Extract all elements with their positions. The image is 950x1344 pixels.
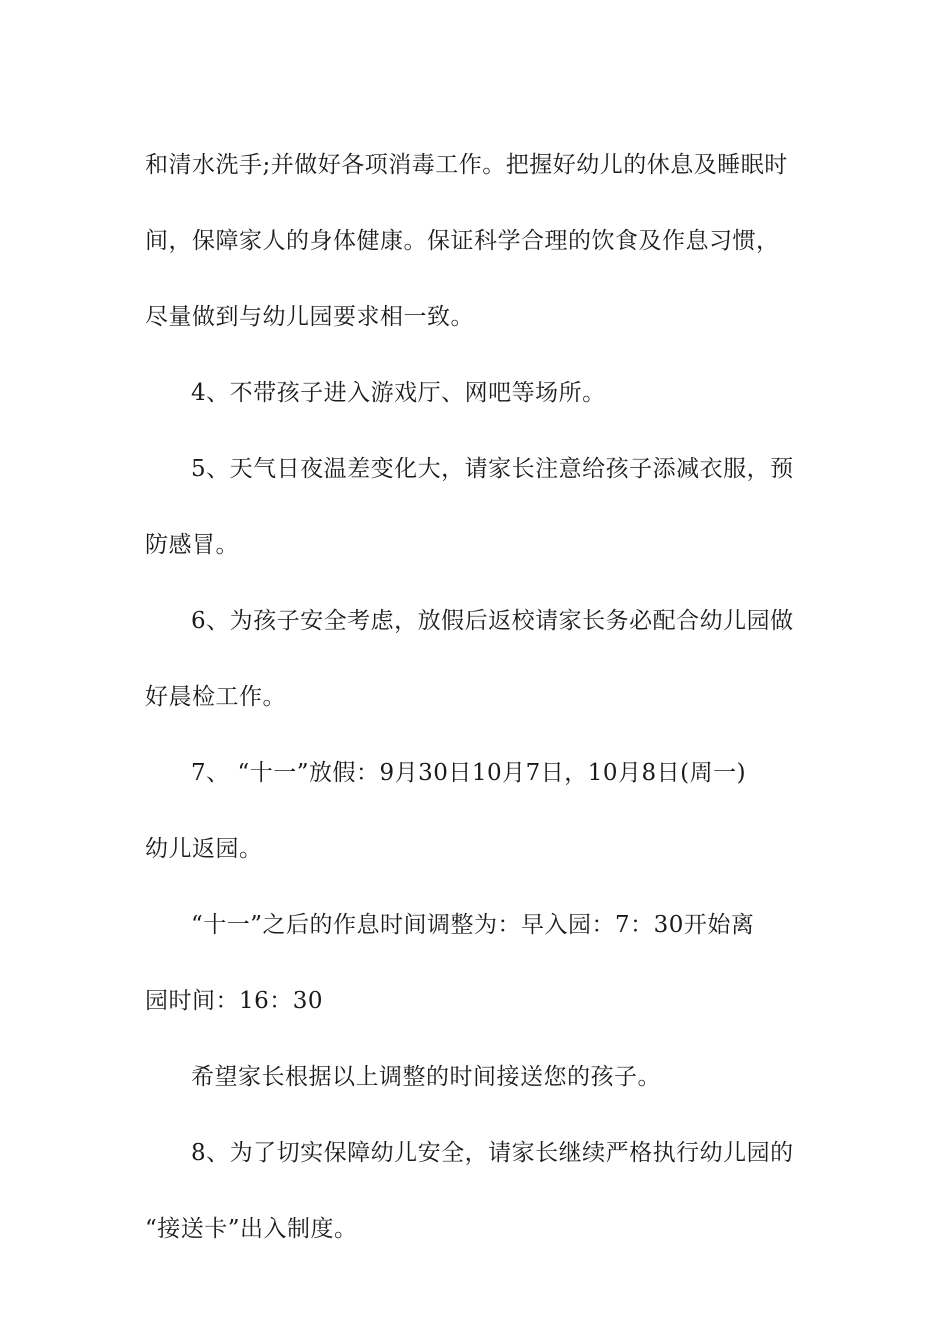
text-line: 8、为了切实保障幼儿安全，请家长继续严格执行幼儿园的 <box>191 1140 794 1166</box>
paragraph-item-7 <box>145 735 810 887</box>
text-line: 防感冒。 <box>145 532 239 558</box>
text-line: 6、为孩子安全考虑，放假后返校请家长务必配合幼儿园做 <box>191 608 794 634</box>
paragraph-schedule <box>145 887 810 1039</box>
paragraph-item-8 <box>145 1115 810 1267</box>
paragraph-hygiene <box>145 127 810 355</box>
text-line: “十一”之后的作息时间调整为：早入园：7：30开始离 <box>191 912 755 938</box>
text-line: 希望家长根据以上调整的时间接送您的孩子。 <box>191 1064 661 1090</box>
text-line: 间，保障家人的身体健康。保证科学合理的饮食及作息习惯， <box>145 228 780 254</box>
document-body <box>145 127 810 1267</box>
paragraph-item-4 <box>145 355 810 431</box>
text-line: 幼儿返园。 <box>145 836 263 862</box>
text-line: 好晨检工作。 <box>145 684 286 710</box>
text-line: 4、不带孩子进入游戏厅、网吧等场所。 <box>191 380 606 406</box>
paragraph-item-6 <box>145 583 810 735</box>
paragraph-item-5 <box>145 431 810 583</box>
text-line: 尽量做到与幼儿园要求相一致。 <box>145 304 474 330</box>
text-line: 5、天气日夜温差变化大，请家长注意给孩子添减衣服，预 <box>191 456 794 482</box>
text-line: 园时间：16：30 <box>145 988 324 1014</box>
text-line: “接送卡”出入制度。 <box>145 1216 358 1242</box>
paragraph-hope <box>145 1039 810 1115</box>
text-line: 和清水洗手;并做好各项消毒工作。把握好幼儿的休息及睡眠时 <box>145 152 788 178</box>
text-line: 7、 “十一”放假：9月30日10月7日，10月8日(周一) <box>191 760 747 786</box>
